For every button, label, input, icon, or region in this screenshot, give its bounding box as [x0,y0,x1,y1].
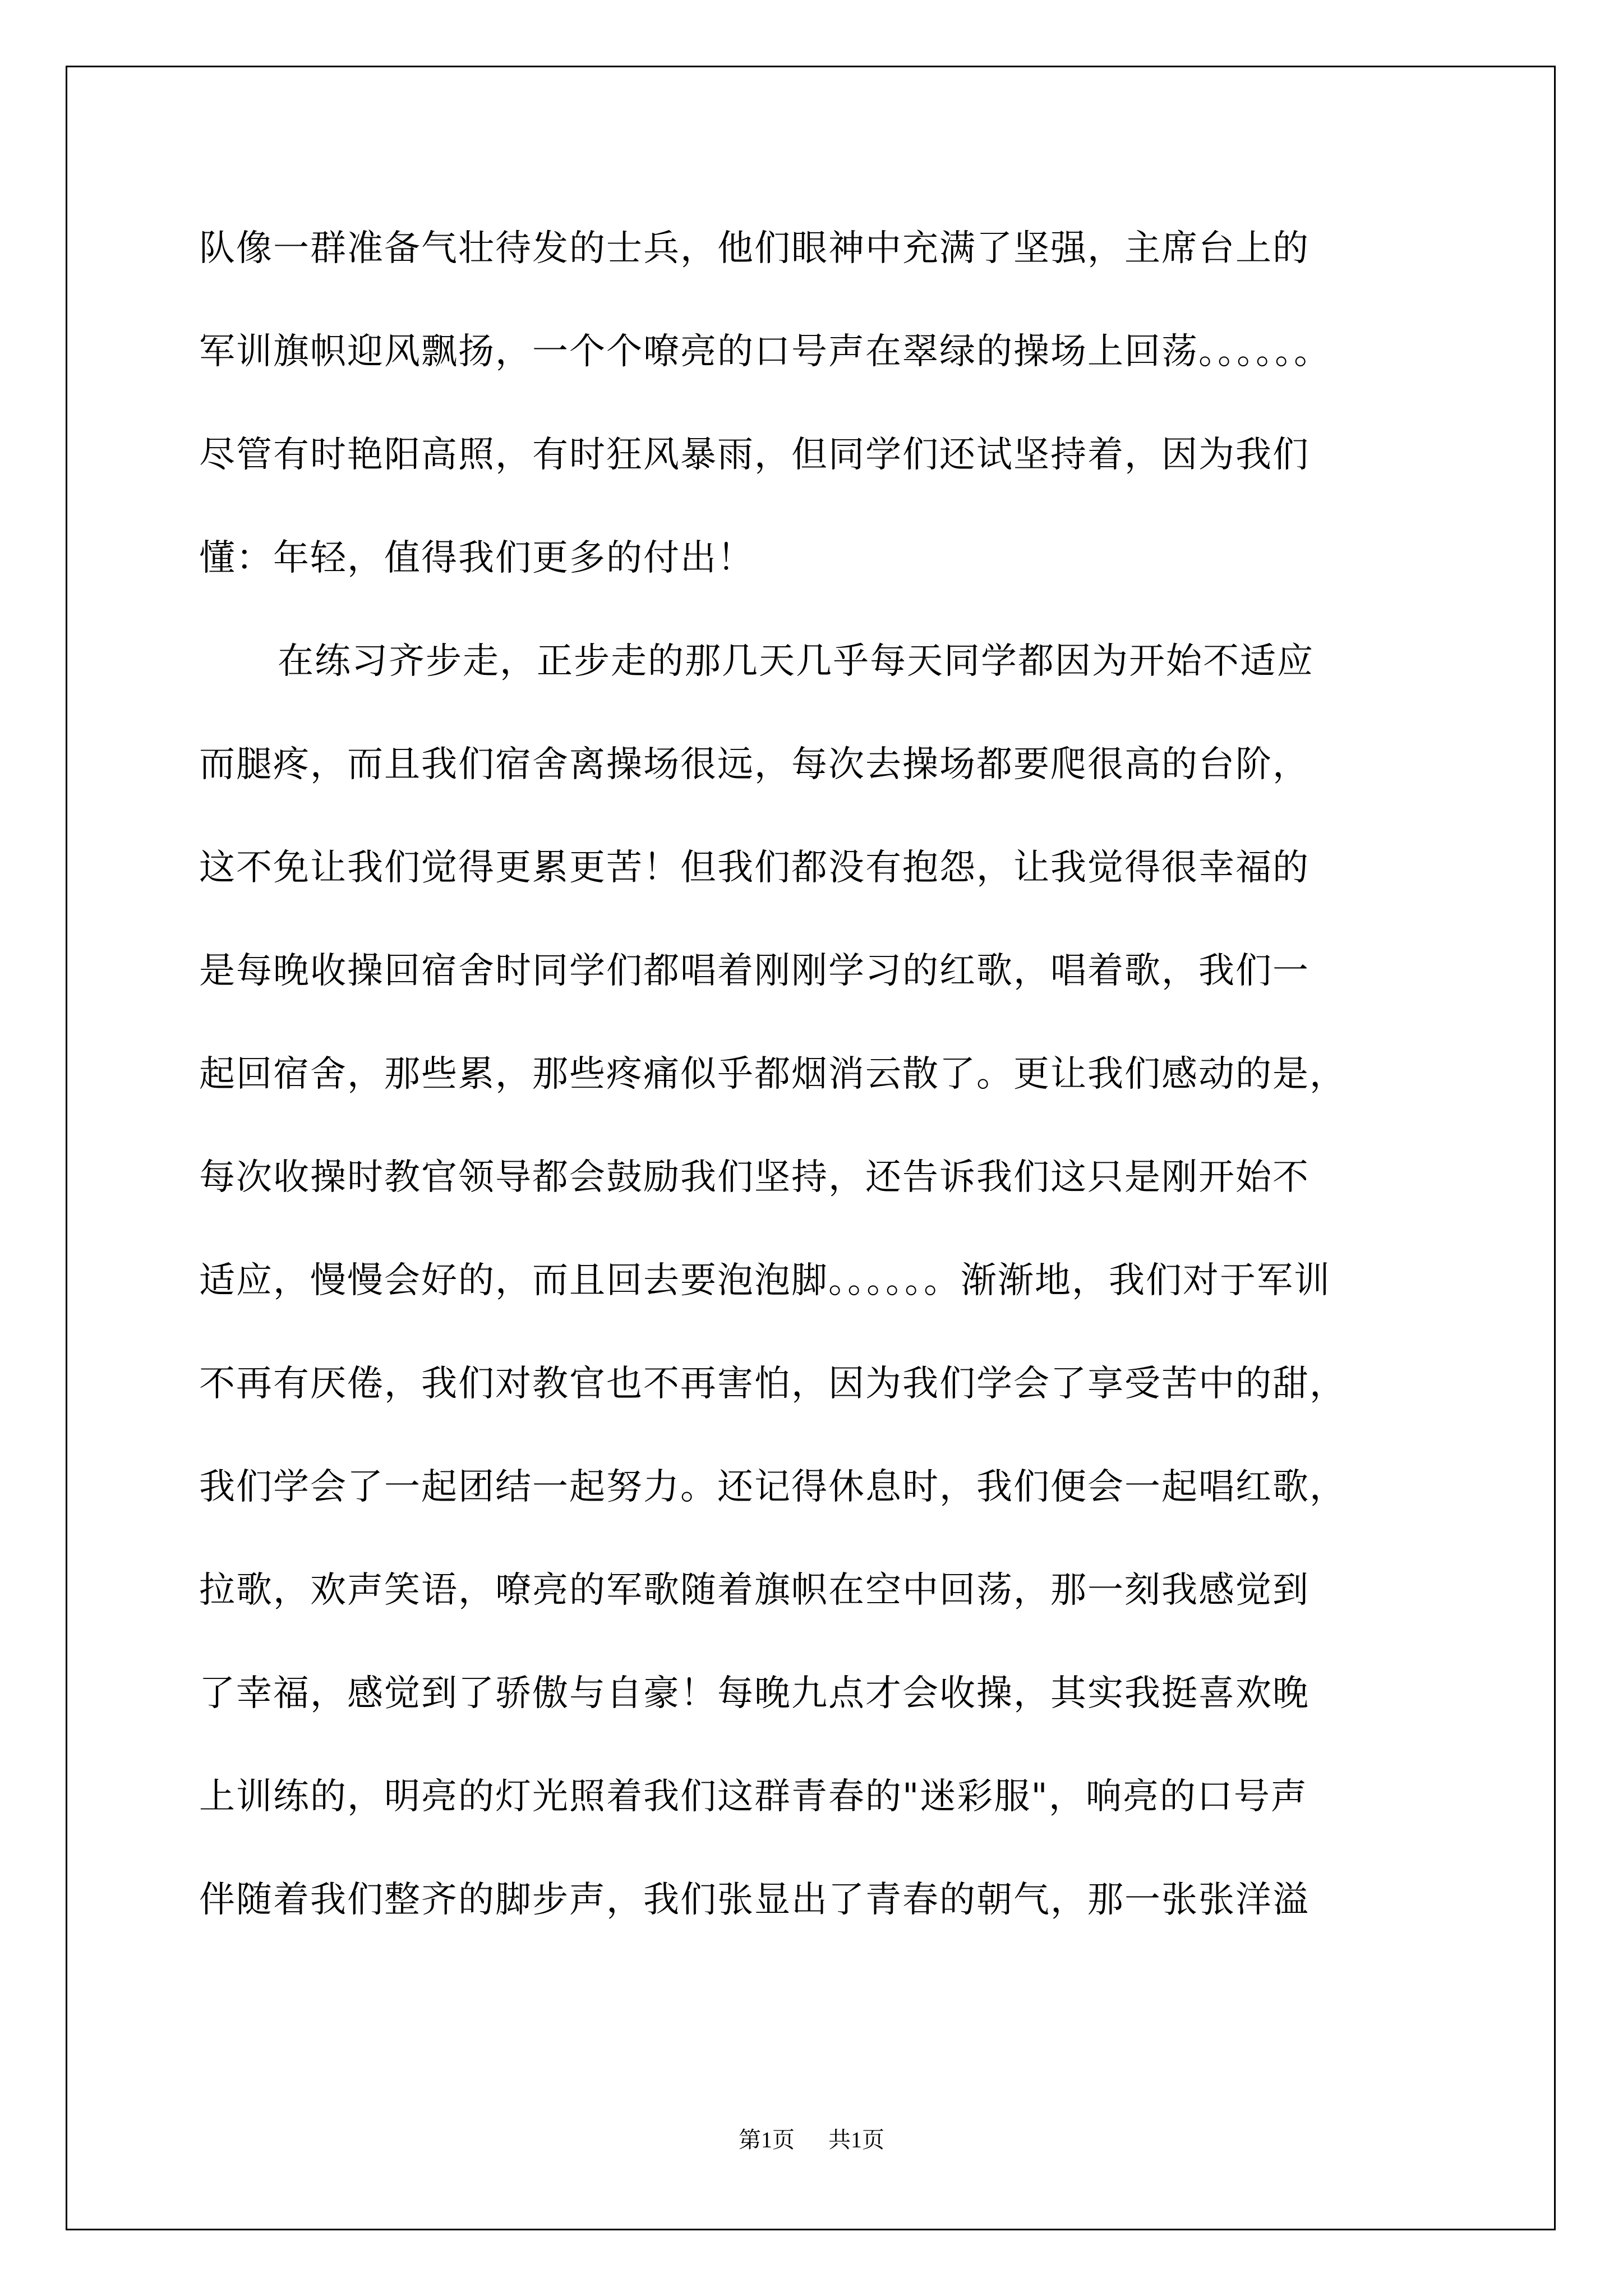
text-line: 我们学会了一起团结一起努力。还记得休息时，我们便会一起唱红歌， [199,1466,1347,1508]
text-line: 懂：年轻，值得我们更多的付出！ [199,537,754,579]
text-line: 而腿疼，而且我们宿舍离操场很远，每次去操场都要爬很高的台阶， [199,744,1310,785]
page-total: 共1页 [828,2127,884,2152]
text-line: 上训练的，明亮的灯光照着我们这群青春的"迷彩服"，响亮的口号声 [199,1776,1308,1818]
document-body [199,218,1427,1972]
text-line: 每次收操时教官领导都会鼓励我们坚持，还告诉我们这只是刚开始不 [199,1157,1310,1198]
text-line: 这不免让我们觉得更累更苦！但我们都没有抱怨，让我觉得很幸福的 [199,847,1310,889]
text-line: 拉歌，欢声笑语，嘹亮的军歌随着旗帜在空中回荡，那一刻我感觉到 [199,1570,1310,1611]
text-line: 是每晚收操回宿舍时同学们都唱着刚刚学习的红歌，唱着歌，我们一 [199,950,1310,992]
text-line: 尽管有时艳阳高照，有时狂风暴雨，但同学们还试坚持着，因为我们 [199,434,1310,476]
text-line: 军训旗帜迎风飘扬，一个个嘹亮的口号声在翠绿的操场上回荡。。。。。。 [199,331,1331,372]
text-line: 伴随着我们整齐的脚步声，我们张显出了青春的朝气，那一张张洋溢 [199,1879,1310,1921]
text-line: 了幸福，感觉到了骄傲与自豪！每晚九点才会收操，其实我挺喜欢晚 [199,1673,1310,1714]
text-line-paragraph-start: 在练习齐步走，正步走的那几天几乎每天同学都因为开始不适应 [278,641,1314,682]
page-footer [0,2126,1623,2154]
text-line: 队像一群准备气壮待发的士兵，他们眼神中充满了坚强，主席台上的 [199,228,1310,269]
page-number: 第1页 [739,2127,795,2152]
text-line: 适应，慢慢会好的，而且回去要泡泡脚。。。。。。渐渐地，我们对于军训 [199,1260,1331,1301]
text-line: 不再有厌倦，我们对教官也不再害怕，因为我们学会了享受苦中的甜， [199,1363,1347,1405]
text-line: 起回宿舍，那些累，那些疼痛似乎都烟消云散了。更让我们感动的是， [199,1053,1347,1095]
